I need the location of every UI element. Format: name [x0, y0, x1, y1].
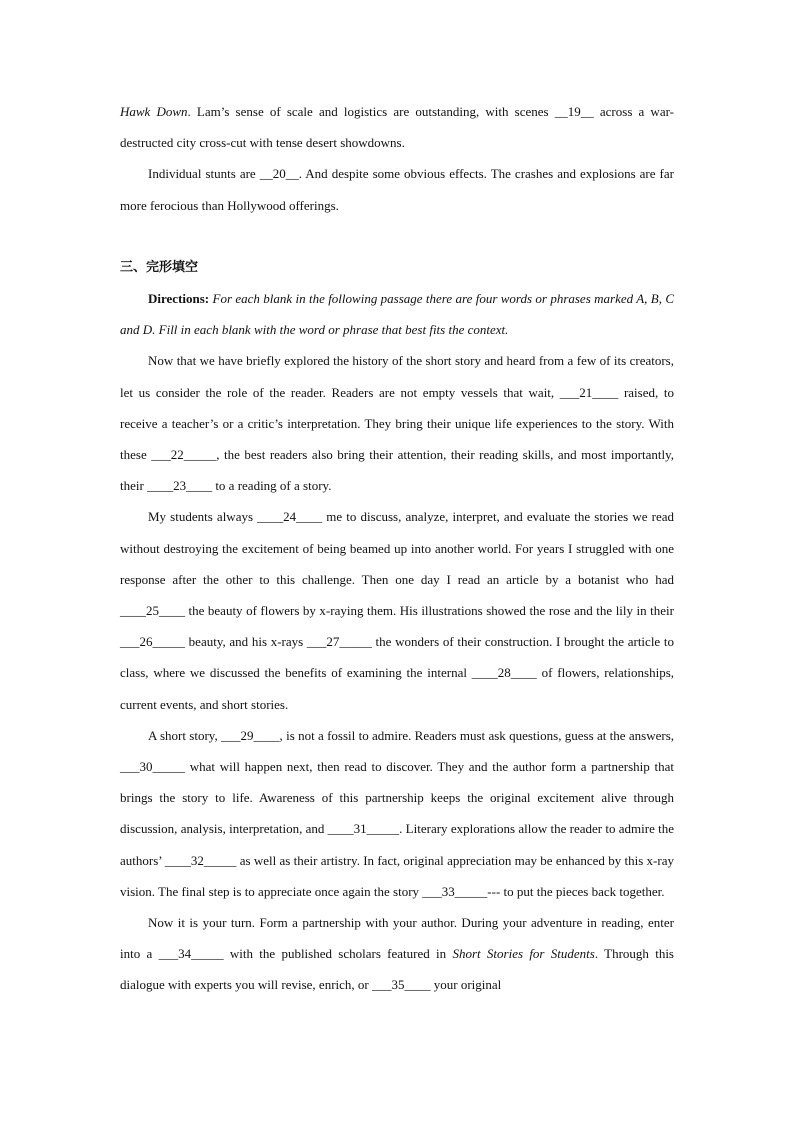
paragraph-text: Now it is your turn. Form a partnership with your author. During your adventure in reading, enter into a ___34_____ with the published scholars featured in: [120, 915, 674, 962]
paragraph-students: My students always ____24____ me to discuss, analyze, interpret, and evaluate the stories we read without destroying the excitement of being beamed up into another world. For years I struggled with one response after the other to this challenge. Then one day I read an article by a botanist who had ____25____ the beauty of flowers by x-raying them. His illustrations showed the rose and the lily in their ___26_____ beauty, and his x-rays ___27_____ the wonders of their construction. I brought the article to class, where we discussed the benefits of examining the internal ____28____ of flowers, relationships, current events, and short stories.: [120, 509, 674, 712]
document-page: [120, 96, 674, 1001]
paragraph-text: . Lam’s sense of scale and logistics are outstanding, with scenes __19__ across a war-destructed city cross-cut with tense desert showdowns.: [120, 104, 674, 151]
film-title: Hawk Down: [120, 104, 188, 119]
paragraph-role-of-reader: Now that we have briefly explored the history of the short story and heard from a few of its creators, let us consider the role of the reader. Readers are not empty vessels that wait, ___21____ raised, to receive a teacher’s or a critic’s interpretation. They bring their unique life experiences to the story. With these ___22_____, the best readers also bring their attention, their reading skills, and most importantly, their ____23____ to a reading of a story.: [120, 353, 674, 494]
directions-paragraph: [120, 283, 674, 345]
paragraph-text: . Through this dialogue with experts you will revise, enrich, or ___35____ your original: [120, 946, 674, 993]
book-title: Short Stories for Students: [452, 946, 595, 962]
directions-label: Directions:: [148, 291, 210, 307]
spacer: [120, 221, 674, 252]
paragraph-your-turn: [120, 907, 674, 1001]
paragraph-stunts: Individual stunts are __20__. And despite some obvious effects. The crashes and explosions are far more ferocious than Hollywood offerings.: [120, 166, 674, 213]
directions-text: For each blank in the following passage there are four words or phrases marked A, B, C and D. Fill in each blank with the word or phrase that best fits the context.: [120, 291, 674, 338]
section-heading: 三、完形填空: [120, 259, 199, 275]
paragraph-black-hawk-down: [120, 96, 674, 158]
paragraph-short-story: A short story, ___29____, is not a fossil to admire. Readers must ask questions, guess at the answers, ___30_____ what will happen next, then read to discover. They and the author form a partnership that brings the story to life. Awareness of this partnership keeps the original excitement alive through discussion, analysis, interpretation, and ____31_____. Literary explorations allow the reader to admire the authors’ ____32_____ as well as their artistry. In fact, original appreciation may be enhanced by this x-ray vision. The final step is to appreciate once again the story ___33_____--- to put the pieces back together.: [120, 727, 674, 899]
